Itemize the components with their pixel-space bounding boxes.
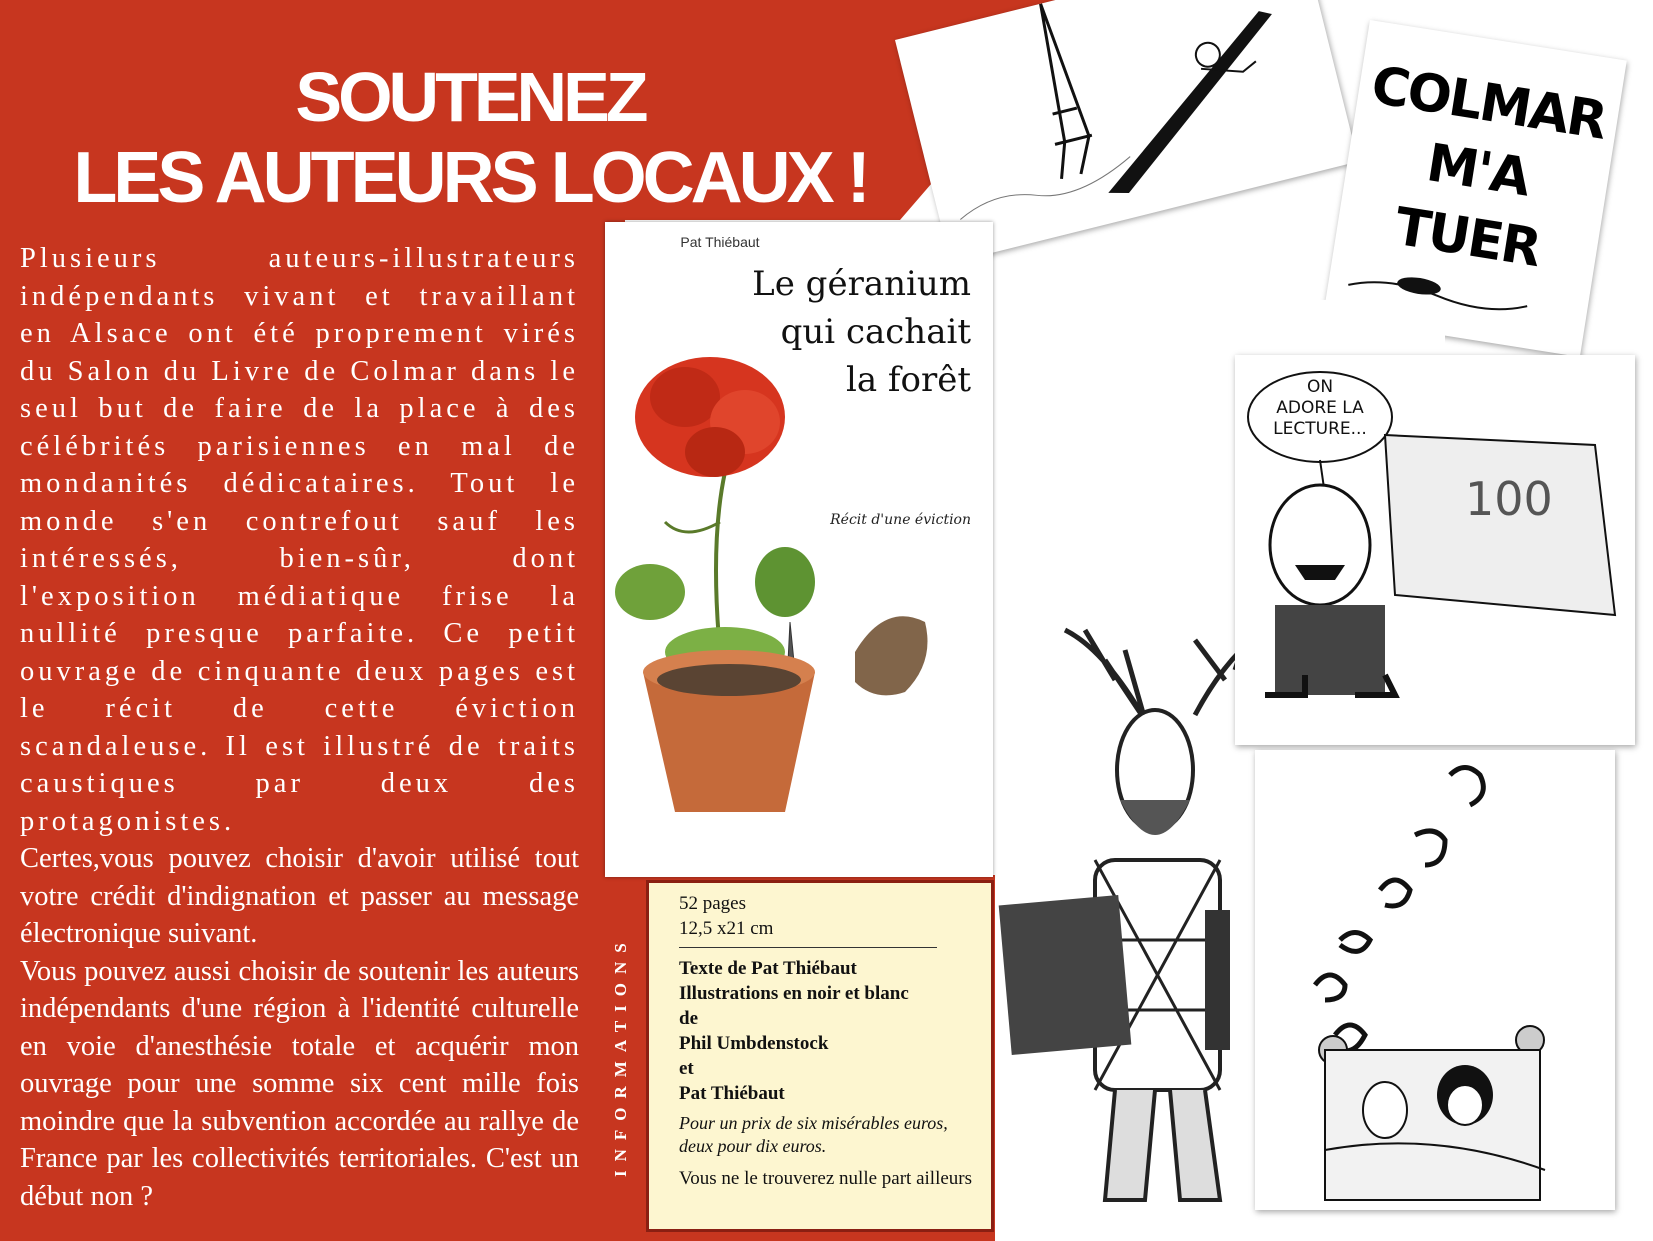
info-card — [646, 880, 994, 1232]
de-line: de — [679, 1008, 698, 1029]
paragraph-1: Plusieurs auteurs-illustrateurs indépendants vivant et travaillant en Alsace ont été proprement virés du Salon du Livre de Colmar dans le seul but de faire de la place à des célébrités parisiennes en mal de mondanités dédicataires. Tout le monde s'en contrefout sauf les intéressés, bien-sûr, dont l'exposition médiatique frise la nullité presque parfaite. Ce petit ouvrage de cinquante deux pages est le récit de cette éviction scandaleuse. Il est illustré de traits caustiques par deux des protagonistes. — [20, 243, 579, 837]
svg-text:100: 100 — [1465, 472, 1553, 526]
colmar-text: COLMAR M'A TUER — [1367, 55, 1610, 279]
paragraph-3: Vous pouvez aussi choisir de soutenir les auteurs indépendants d'une région à l'identité culturelle en voie d'anesthésie totale et acquérir mon ouvrage pour une somme six cent mille fois moindre que la subvention accordée au rallye de France par les collectivités territoriales. C'est un début non ? — [20, 955, 579, 1212]
headline-line-1: SOUTENEZ — [295, 58, 645, 136]
divider — [679, 947, 937, 948]
availability-text: Vous ne le trouverez nulle part ailleurs — [679, 1168, 972, 1189]
book-subtitle: Récit d'une éviction — [830, 512, 971, 528]
hearts-bed-cartoon — [1255, 750, 1615, 1210]
et-line: et — [679, 1058, 694, 1079]
book-dimensions: 12,5 x21 cm — [679, 918, 774, 939]
paragraph-2: Certes,vous pouvez choisir d'avoir utilisé tout votre crédit d'indignation et passer au message électronique suivant. — [20, 843, 579, 949]
page-count: 52 pages — [679, 893, 747, 914]
euro-cartoon — [1235, 355, 1635, 745]
book-title: Le géranium qui cachait la forêt — [752, 264, 971, 400]
illustrator-1: Phil Umbdenstock — [679, 1033, 829, 1054]
speech-bubble: ON ADORE LA LECTURE... — [1273, 377, 1367, 439]
illustrations-line: Illustrations en noir et blanc — [679, 983, 909, 1004]
price-text: Pour un prix de six misérables euros, deux pour dix euros. — [679, 1113, 948, 1156]
text-author: Texte de Pat Thiébaut — [679, 958, 857, 979]
hearts-bed-drawing — [1255, 750, 1615, 1210]
informations-side-label: INFORMATIONS — [611, 934, 630, 1177]
book-cover — [605, 222, 993, 877]
article-body — [20, 240, 579, 1215]
illustrator-2: Pat Thiébaut — [679, 1083, 785, 1104]
book-author: Pat Thiébaut — [680, 234, 760, 250]
headline-line-2: LES AUTEURS LOCAUX ! — [73, 138, 867, 218]
